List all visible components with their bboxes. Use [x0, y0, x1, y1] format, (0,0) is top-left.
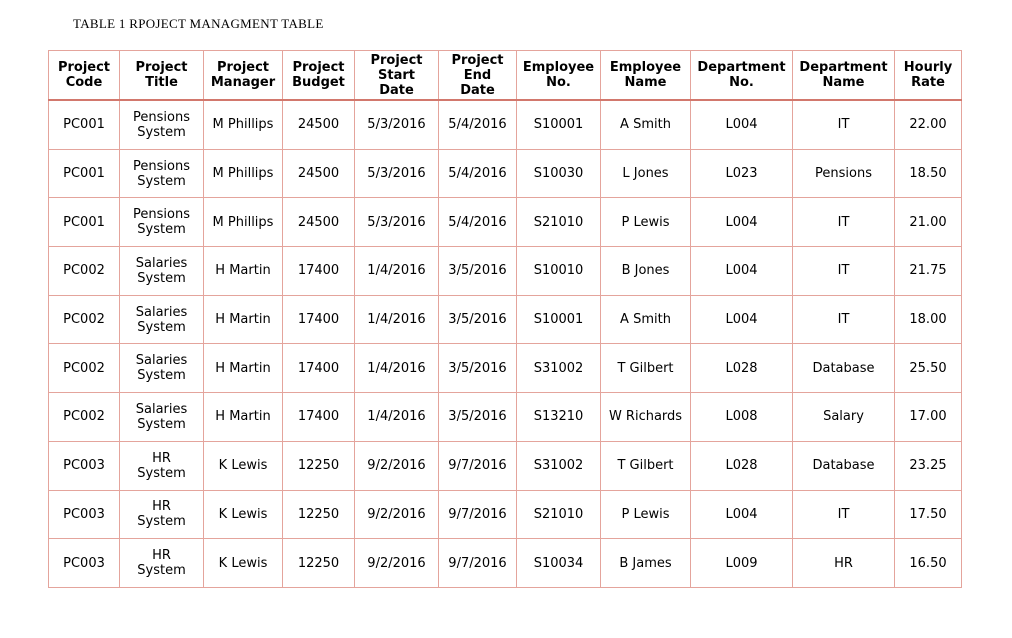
- column-header-text: Department: [697, 60, 786, 75]
- cell-text: PC002: [63, 360, 105, 376]
- cell-text: 3/5/2016: [448, 263, 507, 279]
- cell-project-title: [120, 344, 204, 393]
- column-header-text: Project: [451, 52, 504, 68]
- cell-project-start-date: [355, 490, 439, 539]
- cell-employee-no: [517, 198, 601, 247]
- cell-text: Pensions: [133, 158, 190, 174]
- table-row: [49, 247, 962, 296]
- cell-text: IT: [837, 263, 850, 279]
- column-header-project-manager: [204, 51, 283, 101]
- cell-department-name: [793, 247, 895, 296]
- cell-project-title: [120, 393, 204, 442]
- cell-project-manager: [204, 490, 283, 539]
- column-header-employee-name: [601, 51, 691, 101]
- cell-project-manager: [204, 344, 283, 393]
- cell-text: 3/5/2016: [448, 360, 507, 376]
- column-header-text: Rate: [911, 75, 945, 90]
- cell-employee-name: [601, 100, 691, 149]
- cell-project-code: [49, 295, 120, 344]
- cell-text: 17400: [297, 360, 340, 376]
- cell-text: System: [137, 368, 186, 384]
- cell-project-start-date: [355, 100, 439, 149]
- cell-project-start-date: [355, 247, 439, 296]
- column-header-department-no: [691, 51, 793, 101]
- column-header-text: Employee: [609, 60, 682, 75]
- cell-project-end-date: [439, 198, 517, 247]
- column-header-text: Project: [292, 60, 345, 75]
- cell-department-name: [793, 198, 895, 247]
- cell-project-end-date: [439, 247, 517, 296]
- cell-project-end-date: [439, 344, 517, 393]
- cell-text: Pensions: [133, 207, 190, 223]
- cell-text: 9/2/2016: [367, 506, 426, 522]
- column-header-text: Start: [378, 67, 415, 83]
- cell-text: PC002: [63, 263, 105, 279]
- column-header-text: Hourly: [903, 60, 953, 75]
- cell-text: 5/3/2016: [367, 117, 426, 133]
- table-row: [49, 344, 962, 393]
- cell-text: M Phillips: [212, 117, 274, 133]
- column-header-text: No.: [546, 75, 571, 90]
- cell-text: 17400: [297, 409, 340, 425]
- cell-text: L004: [725, 117, 758, 133]
- cell-project-start-date: [355, 149, 439, 198]
- cell-text: 12250: [297, 458, 340, 474]
- project-management-table: [48, 50, 962, 588]
- cell-project-title: [120, 441, 204, 490]
- cell-text: System: [137, 222, 186, 238]
- cell-employee-name: [601, 539, 691, 588]
- cell-employee-name: [601, 441, 691, 490]
- cell-project-code: [49, 344, 120, 393]
- column-header-project-title: [120, 51, 204, 101]
- column-header-text: Code: [65, 75, 103, 90]
- cell-text: IT: [837, 214, 850, 230]
- cell-text: System: [137, 465, 186, 481]
- cell-hourly-rate: [895, 100, 962, 149]
- cell-project-budget: [283, 295, 355, 344]
- table-row: [49, 393, 962, 442]
- cell-text: L004: [725, 263, 758, 279]
- cell-text: PC002: [63, 409, 105, 425]
- column-header-text: Date: [460, 82, 495, 98]
- cell-text: T Gilbert: [617, 360, 674, 376]
- cell-text: H Martin: [215, 360, 271, 376]
- cell-text: 18.00: [909, 312, 947, 328]
- cell-project-budget: [283, 149, 355, 198]
- cell-project-budget: [283, 393, 355, 442]
- table-header: [49, 51, 962, 101]
- cell-text: 12250: [297, 506, 340, 522]
- cell-hourly-rate: [895, 149, 962, 198]
- cell-project-code: [49, 149, 120, 198]
- cell-text: 1/4/2016: [367, 409, 426, 425]
- cell-employee-name: [601, 490, 691, 539]
- cell-text: S10010: [533, 263, 584, 279]
- cell-text: System: [137, 173, 186, 189]
- cell-text: H Martin: [215, 312, 271, 328]
- cell-text: P Lewis: [621, 506, 670, 522]
- cell-text: System: [137, 514, 186, 530]
- cell-project-start-date: [355, 539, 439, 588]
- column-header-employee-no: [517, 51, 601, 101]
- cell-hourly-rate: [895, 247, 962, 296]
- column-header-project-start-date: [355, 51, 439, 101]
- cell-text: K Lewis: [218, 506, 268, 522]
- cell-department-name: [793, 490, 895, 539]
- cell-text: PC001: [63, 117, 105, 133]
- cell-project-code: [49, 539, 120, 588]
- cell-text: 5/4/2016: [448, 117, 507, 133]
- cell-text: 9/7/2016: [448, 506, 507, 522]
- cell-department-no: [691, 441, 793, 490]
- cell-project-code: [49, 247, 120, 296]
- cell-text: W Richards: [608, 409, 683, 425]
- cell-department-name: [793, 100, 895, 149]
- cell-project-start-date: [355, 198, 439, 247]
- cell-text: Salaries: [135, 353, 188, 369]
- column-header-text: Project: [135, 60, 188, 75]
- cell-text: 5/4/2016: [448, 166, 507, 182]
- column-header-text: Name: [822, 75, 865, 90]
- cell-text: T Gilbert: [617, 458, 674, 474]
- cell-project-title: [120, 490, 204, 539]
- cell-text: PC003: [63, 506, 105, 522]
- cell-project-budget: [283, 441, 355, 490]
- cell-text: 25.50: [909, 360, 947, 376]
- cell-project-budget: [283, 100, 355, 149]
- cell-text: M Phillips: [212, 214, 274, 230]
- cell-department-no: [691, 295, 793, 344]
- column-header-text: Date: [379, 82, 414, 98]
- cell-text: S10001: [533, 117, 584, 133]
- cell-employee-name: [601, 295, 691, 344]
- cell-text: L028: [725, 360, 758, 376]
- cell-project-code: [49, 490, 120, 539]
- column-header-text: Project: [57, 60, 111, 75]
- table-row: [49, 295, 962, 344]
- cell-department-name: [793, 441, 895, 490]
- cell-department-no: [691, 393, 793, 442]
- table-row: [49, 441, 962, 490]
- cell-project-start-date: [355, 295, 439, 344]
- cell-employee-no: [517, 295, 601, 344]
- cell-text: A Smith: [620, 117, 671, 133]
- cell-text: L008: [725, 409, 758, 425]
- cell-employee-no: [517, 344, 601, 393]
- cell-project-code: [49, 441, 120, 490]
- cell-hourly-rate: [895, 490, 962, 539]
- cell-department-name: [793, 539, 895, 588]
- cell-employee-name: [601, 344, 691, 393]
- cell-project-manager: [204, 247, 283, 296]
- cell-text: Database: [812, 360, 875, 376]
- cell-employee-no: [517, 100, 601, 149]
- cell-text: 12250: [297, 555, 340, 571]
- cell-employee-no: [517, 149, 601, 198]
- column-header-text: Project: [216, 60, 270, 75]
- cell-text: L004: [725, 214, 758, 230]
- cell-text: 5/3/2016: [367, 166, 426, 182]
- column-header-text: No.: [729, 75, 754, 90]
- cell-text: PC002: [63, 312, 105, 328]
- cell-text: L004: [725, 506, 758, 522]
- cell-project-budget: [283, 247, 355, 296]
- cell-project-manager: [204, 295, 283, 344]
- column-header-text: Manager: [210, 75, 276, 90]
- cell-employee-name: [601, 198, 691, 247]
- cell-text: L023: [725, 166, 758, 182]
- column-header-project-budget: [283, 51, 355, 101]
- cell-text: 17.50: [909, 506, 947, 522]
- cell-text: 1/4/2016: [367, 360, 426, 376]
- cell-text: 5/3/2016: [367, 214, 426, 230]
- cell-text: A Smith: [620, 312, 671, 328]
- cell-department-no: [691, 490, 793, 539]
- cell-hourly-rate: [895, 198, 962, 247]
- cell-text: S10034: [533, 555, 584, 571]
- cell-text: IT: [837, 312, 850, 328]
- cell-employee-no: [517, 441, 601, 490]
- cell-text: 17.00: [909, 409, 947, 425]
- cell-project-manager: [204, 539, 283, 588]
- cell-text: 9/2/2016: [367, 555, 426, 571]
- cell-project-title: [120, 539, 204, 588]
- cell-text: S10030: [533, 166, 584, 182]
- cell-project-title: [120, 149, 204, 198]
- column-header-text: Employee: [522, 60, 595, 75]
- cell-text: IT: [837, 117, 850, 133]
- cell-text: System: [137, 270, 186, 286]
- cell-hourly-rate: [895, 539, 962, 588]
- cell-project-title: [120, 247, 204, 296]
- cell-project-budget: [283, 490, 355, 539]
- cell-text: L028: [725, 458, 758, 474]
- table-row: [49, 539, 962, 588]
- cell-project-manager: [204, 198, 283, 247]
- cell-text: 1/4/2016: [367, 312, 426, 328]
- cell-department-no: [691, 539, 793, 588]
- cell-hourly-rate: [895, 344, 962, 393]
- cell-text: HR: [152, 499, 171, 515]
- column-header-text: Title: [145, 75, 178, 90]
- cell-text: System: [137, 319, 186, 335]
- cell-text: 23.25: [909, 458, 947, 474]
- cell-project-end-date: [439, 100, 517, 149]
- cell-text: 16.50: [909, 555, 947, 571]
- cell-text: 17400: [297, 263, 340, 279]
- cell-project-title: [120, 295, 204, 344]
- cell-project-budget: [283, 198, 355, 247]
- cell-text: Pensions: [133, 109, 190, 125]
- column-header-text: Department: [799, 60, 888, 75]
- cell-project-budget: [283, 344, 355, 393]
- cell-employee-name: [601, 149, 691, 198]
- cell-text: 24500: [297, 166, 340, 182]
- cell-hourly-rate: [895, 393, 962, 442]
- cell-text: 9/7/2016: [448, 555, 507, 571]
- cell-text: Salary: [823, 409, 864, 425]
- column-header-project-code: [49, 51, 120, 101]
- cell-project-end-date: [439, 295, 517, 344]
- cell-text: S21010: [533, 506, 584, 522]
- cell-text: L004: [725, 312, 758, 328]
- cell-text: S13210: [533, 409, 584, 425]
- cell-text: 5/4/2016: [448, 214, 507, 230]
- cell-text: 9/7/2016: [448, 458, 507, 474]
- cell-text: S31002: [533, 458, 584, 474]
- cell-text: H Martin: [215, 409, 271, 425]
- cell-department-name: [793, 344, 895, 393]
- cell-project-title: [120, 100, 204, 149]
- cell-employee-name: [601, 247, 691, 296]
- cell-project-manager: [204, 393, 283, 442]
- table-row: [49, 490, 962, 539]
- cell-text: System: [137, 563, 186, 579]
- cell-project-start-date: [355, 344, 439, 393]
- cell-department-name: [793, 149, 895, 198]
- cell-text: Salaries: [135, 255, 188, 271]
- cell-text: 18.50: [909, 166, 947, 182]
- cell-department-no: [691, 198, 793, 247]
- cell-text: P Lewis: [621, 214, 670, 230]
- header-row: [49, 51, 962, 101]
- cell-text: 21.00: [909, 214, 947, 230]
- cell-text: 24500: [297, 117, 340, 133]
- cell-text: Database: [812, 458, 875, 474]
- cell-text: 9/2/2016: [367, 458, 426, 474]
- cell-department-no: [691, 344, 793, 393]
- cell-department-no: [691, 247, 793, 296]
- cell-text: 3/5/2016: [448, 312, 507, 328]
- cell-text: 3/5/2016: [448, 409, 507, 425]
- cell-department-no: [691, 100, 793, 149]
- cell-project-code: [49, 393, 120, 442]
- cell-project-end-date: [439, 539, 517, 588]
- cell-employee-no: [517, 247, 601, 296]
- cell-employee-name: [601, 393, 691, 442]
- cell-project-manager: [204, 100, 283, 149]
- cell-project-end-date: [439, 490, 517, 539]
- cell-text: H Martin: [215, 263, 271, 279]
- cell-text: 17400: [297, 312, 340, 328]
- cell-department-no: [691, 149, 793, 198]
- cell-text: 1/4/2016: [367, 263, 426, 279]
- cell-text: S10001: [533, 312, 584, 328]
- cell-hourly-rate: [895, 295, 962, 344]
- cell-project-title: [120, 198, 204, 247]
- cell-project-end-date: [439, 149, 517, 198]
- table-row: [49, 149, 962, 198]
- cell-project-end-date: [439, 393, 517, 442]
- cell-text: HR: [834, 555, 853, 571]
- cell-project-start-date: [355, 393, 439, 442]
- cell-text: K Lewis: [218, 555, 268, 571]
- cell-department-name: [793, 295, 895, 344]
- cell-project-code: [49, 198, 120, 247]
- table-body: [49, 100, 962, 587]
- cell-text: S21010: [533, 214, 584, 230]
- cell-text: S31002: [533, 360, 584, 376]
- cell-text: PC001: [63, 166, 105, 182]
- cell-project-manager: [204, 441, 283, 490]
- cell-text: HR: [152, 450, 171, 466]
- column-header-text: Project: [370, 52, 423, 68]
- cell-text: K Lewis: [218, 458, 268, 474]
- cell-project-end-date: [439, 441, 517, 490]
- column-header-project-end-date: [439, 51, 517, 101]
- cell-project-manager: [204, 149, 283, 198]
- cell-employee-no: [517, 490, 601, 539]
- cell-text: PC003: [63, 555, 105, 571]
- column-header-department-name: [793, 51, 895, 101]
- cell-project-budget: [283, 539, 355, 588]
- table-row: [49, 198, 962, 247]
- cell-text: Pensions: [815, 166, 872, 182]
- column-header-text: End: [463, 67, 492, 83]
- cell-text: IT: [837, 506, 850, 522]
- table-row: [49, 100, 962, 149]
- cell-project-code: [49, 100, 120, 149]
- cell-employee-no: [517, 393, 601, 442]
- cell-text: 22.00: [909, 117, 947, 133]
- cell-text: System: [137, 124, 186, 140]
- cell-department-name: [793, 393, 895, 442]
- cell-text: L009: [725, 555, 758, 571]
- cell-text: 21.75: [909, 263, 947, 279]
- cell-text: 24500: [297, 214, 340, 230]
- cell-text: M Phillips: [212, 166, 274, 182]
- cell-text: System: [137, 416, 186, 432]
- cell-text: B James: [619, 555, 672, 571]
- cell-text: PC003: [63, 458, 105, 474]
- cell-text: Salaries: [135, 401, 188, 417]
- column-header-text: Budget: [292, 75, 345, 90]
- cell-hourly-rate: [895, 441, 962, 490]
- cell-text: PC001: [63, 214, 105, 230]
- column-header-text: Name: [624, 75, 667, 90]
- cell-employee-no: [517, 539, 601, 588]
- cell-project-start-date: [355, 441, 439, 490]
- cell-text: HR: [152, 548, 171, 564]
- cell-text: L Jones: [622, 166, 669, 182]
- column-header-hourly-rate: [895, 51, 962, 101]
- cell-text: Salaries: [135, 304, 188, 320]
- cell-text: B Jones: [621, 263, 670, 279]
- table-caption: TABLE 1 RPOJECT MANAGMENT TABLE: [73, 16, 324, 31]
